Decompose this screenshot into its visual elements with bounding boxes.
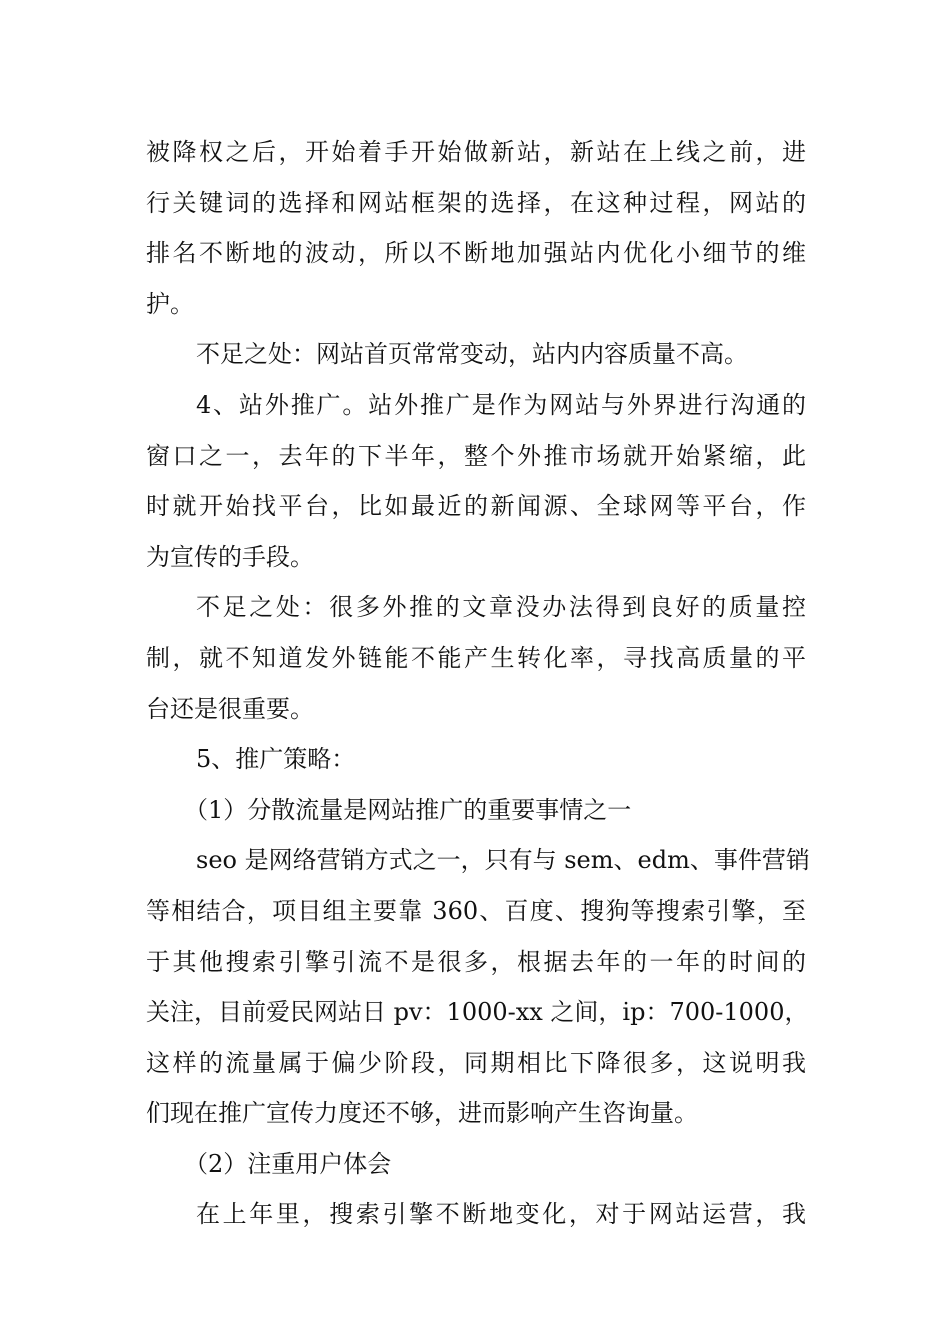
text-line: 关注，目前爱民网站日 pv：1000-xx 之间，ip：700-1000， bbox=[146, 998, 809, 1027]
text-line: （1）分散流量是网站推广的重要事情之一 bbox=[184, 795, 632, 824]
text-line: 在上年里，搜索引擎不断地变化，对于网站运营，我 bbox=[196, 1200, 806, 1229]
document-body bbox=[146, 127, 810, 1240]
text-line: 等相结合，项目组主要靠 360、百度、搜狗等搜索引擎，至 bbox=[146, 896, 806, 925]
text-line: 于其他搜索引擎引流不是很多，根据去年的一年的时间的 bbox=[146, 947, 806, 976]
text-line: 这样的流量属于偏少阶段，同期相比下降很多，这说明我 bbox=[146, 1048, 806, 1077]
text-line: 护。 bbox=[146, 289, 194, 318]
text-line: 行关键词的选择和网站框架的选择，在这种过程，网站的 bbox=[146, 188, 806, 217]
text-line: 4、站外推广。站外推广是作为网站与外界进行沟通的 bbox=[196, 390, 806, 419]
text-line: 被降权之后，开始着手开始做新站，新站在上线之前，进 bbox=[146, 138, 806, 166]
text-line: 们现在推广宣传力度还不够，进而影响产生咨询量。 bbox=[146, 1099, 698, 1128]
text-line: 不足之处：网站首页常常变动，站内内容质量不高。 bbox=[196, 340, 748, 369]
text-line: 窗口之一，去年的下半年，整个外推市场就开始紧缩，此 bbox=[146, 441, 806, 470]
text-line: 5、推广策略： bbox=[196, 745, 356, 774]
text-line: 排名不断地的波动，所以不断地加强站内优化小细节的维 bbox=[146, 239, 806, 268]
text-line: 为宣传的手段。 bbox=[146, 542, 314, 571]
text-line: 台还是很重要。 bbox=[146, 694, 314, 723]
text-line: seo 是网络营销方式之一，只有与 sem、edm、事件营销 bbox=[196, 846, 810, 875]
text-line: 时就开始找平台，比如最近的新闻源、全球网等平台，作 bbox=[146, 492, 806, 521]
text-line: 制，就不知道发外链能不能产生转化率，寻找高质量的平 bbox=[146, 643, 806, 672]
text-line: （2）注重用户体会 bbox=[184, 1149, 392, 1178]
text-line: 不足之处：很多外推的文章没办法得到良好的质量控 bbox=[196, 593, 806, 622]
